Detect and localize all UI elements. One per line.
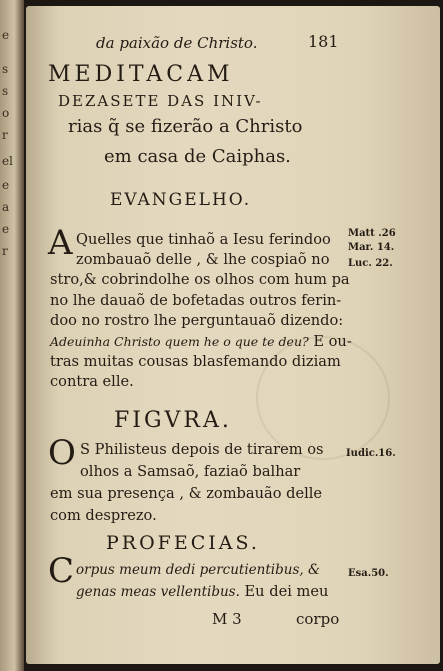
text-line: zombauaõ delle , & lhe cospiaõ no <box>76 251 330 268</box>
text-line-rest: Eu dei meu <box>239 583 329 600</box>
signature-mark: M 3 <box>212 610 242 628</box>
prev-page-fragment: e <box>2 178 10 192</box>
text-line: Quelles que tinhaõ a Iesu ferindoo <box>76 231 331 248</box>
page-number: 181 <box>308 32 339 51</box>
section-heading-profecias: PROFECIAS. <box>106 532 260 554</box>
drop-cap: O <box>48 433 76 473</box>
text-line: olhos a Samsaõ, faziaõ balhar <box>80 463 301 480</box>
prev-page-fragment: s <box>2 84 9 98</box>
margin-reference: Matt .26 <box>348 228 396 239</box>
prev-page-fragment: r <box>2 244 8 258</box>
text-line: contra elle. <box>50 373 134 390</box>
margin-reference: Luc. 22. <box>348 258 393 269</box>
prev-page-fragment: e <box>2 28 10 42</box>
text-line: no lhe dauaõ de bofetadas outros ferin- <box>50 292 342 309</box>
latin-line: orpus meum dedi percutientibus, & <box>76 562 320 578</box>
running-title: da paixão de Christo. <box>96 34 258 52</box>
prev-page-fragment: a <box>2 200 10 214</box>
prev-page-fragment: e <box>2 222 10 236</box>
catchword: corpo <box>296 610 340 628</box>
prev-page-fragment: el <box>2 154 13 168</box>
meditation-subtitle-line: DEZASETE DAS INIV- <box>58 92 263 110</box>
prev-page-fragment: r <box>2 128 8 142</box>
meditation-subtitle-line: em casa de Caiphas. <box>104 146 291 167</box>
section-heading-figura: FIGVRA. <box>114 408 232 433</box>
margin-reference: Esa.50. <box>348 568 389 579</box>
previous-page-edge <box>0 0 24 671</box>
text-line-rest: E ou- <box>308 333 352 350</box>
text-line: em sua presença , & zombauão delle <box>50 485 323 502</box>
meditation-subtitle-line: rias q̃ se fizerão a Christo <box>68 116 303 137</box>
text-line <box>50 332 352 352</box>
meditation-title: MEDITACAM <box>48 62 234 87</box>
text-line: com desprezo. <box>50 507 157 524</box>
text-line <box>76 582 328 602</box>
text-line: doo no rostro lhe perguntauaõ dizendo: <box>50 312 344 329</box>
margin-reference: Mar. 14. <box>348 242 395 253</box>
latin-quote: genas meas vellentibus. <box>76 584 240 600</box>
prev-page-fragment: o <box>2 106 10 120</box>
italic-quote: Adeuinha Christo quem he o que te deu? <box>50 334 309 349</box>
margin-reference: Iudic.16. <box>346 448 396 459</box>
text-line: stro,& cobrindolhe os olhos com hum pa <box>50 271 350 288</box>
drop-cap: C <box>48 551 75 591</box>
section-heading-evangelho: EVANGELHO. <box>110 190 252 210</box>
drop-cap: A <box>48 223 73 263</box>
book-page <box>26 6 440 664</box>
text-line: tras muitas cousas blasfemando diziam <box>50 353 341 370</box>
prev-page-fragment: s <box>2 62 9 76</box>
text-line: S Philisteus depois de tirarem os <box>80 441 324 458</box>
